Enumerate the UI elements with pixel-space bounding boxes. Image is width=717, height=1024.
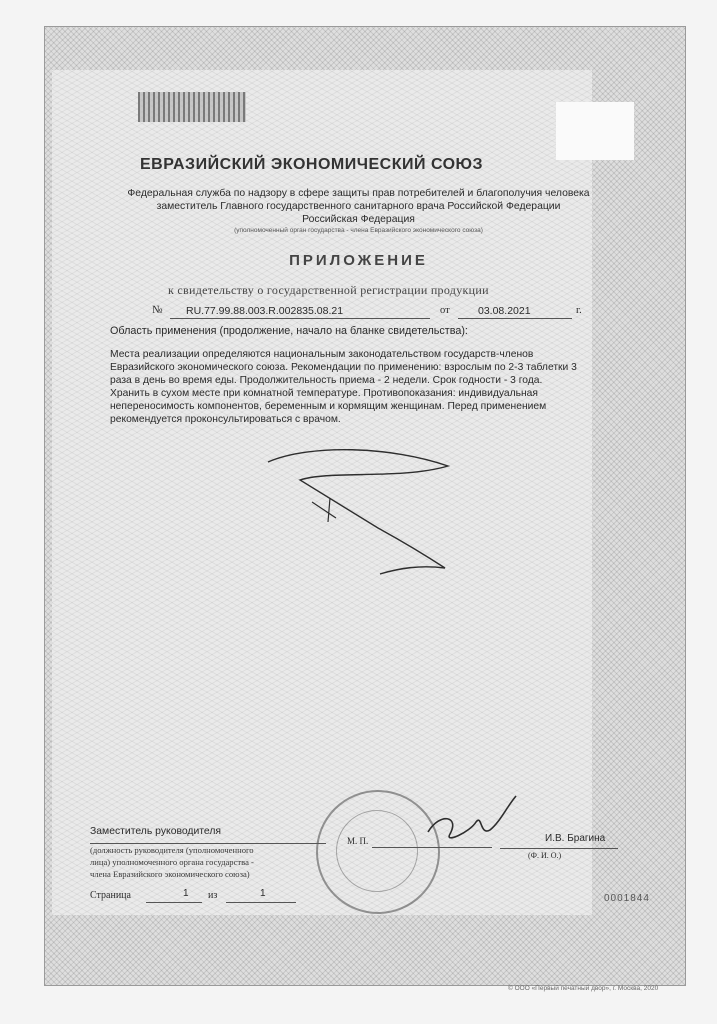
signatory-title: Заместитель руководителя xyxy=(90,826,222,837)
printer-note: © ООО «Первый печатный двор», г. Москва, 2020 xyxy=(508,985,659,992)
number-label: № xyxy=(152,304,163,316)
appendix-subtitle: к свидетельству о государственной регистрации продукции xyxy=(168,283,489,297)
date-suffix: г. xyxy=(576,305,582,316)
name-underline xyxy=(500,848,618,849)
of-label: из xyxy=(208,890,218,901)
handwritten-signature xyxy=(420,792,520,852)
page-underline xyxy=(146,902,202,903)
signatory-underline xyxy=(90,843,326,844)
page-number: 1 xyxy=(183,888,189,899)
agency-caption: (уполномоченный орган государства - члена Евразийского экономического союза) xyxy=(234,227,483,234)
position-caption-line: (должность руководителя (уполномоченного xyxy=(90,845,254,855)
position-caption-line: члена Евразийского экономического союза) xyxy=(90,869,250,879)
stamp-mark: М. П. xyxy=(347,836,369,846)
page-label: Страница xyxy=(90,890,131,901)
scope-title: Область применения (продолжение, начало на бланке свидетельства): xyxy=(110,325,468,337)
certificate-number: RU.77.99.88.003.R.002835.08.21 xyxy=(186,305,344,317)
appendix-title: ПРИЛОЖЕНИЕ xyxy=(289,252,428,269)
fio-caption: (Ф. И. О.) xyxy=(528,851,562,860)
serial-number: 0001844 xyxy=(604,893,650,904)
date-underline xyxy=(458,318,572,319)
agency-name: Федеральная служба по надзору в сфере защиты прав потребителей и благополучия человека xyxy=(127,188,590,199)
union-title: ЕВРАЗИЙСКИЙ ЭКОНОМИЧЕСКИЙ СОЮЗ xyxy=(140,156,484,173)
cancel-mark-scribble xyxy=(250,440,470,590)
blank-area xyxy=(556,102,634,160)
ornament-band xyxy=(138,92,246,122)
page-total: 1 xyxy=(260,888,266,899)
signatory-name: И.В. Брагина xyxy=(545,833,606,844)
agency-country: Российская Федерация xyxy=(302,214,415,225)
scope-line: рекомендуется проконсультироваться с врачом. xyxy=(110,414,341,425)
scope-line: Хранить в сухом месте при комнатной температуре. Противопоказания: индивидуальная xyxy=(110,388,538,399)
number-underline xyxy=(170,318,430,319)
position-caption-line: лица) уполномоченного органа государства - xyxy=(90,857,254,867)
scope-line: раза в день во время еды. Продолжительность приема - 2 недели. Срок годности - 3 года. xyxy=(110,375,543,386)
scope-line: Евразийского экономического союза. Рекомендации по применению: взрослым по 2-3 таблетки 3 xyxy=(110,362,577,373)
scope-line: непереносимость компонентов, беременным и кормящим женщинам. Перед применением xyxy=(110,401,547,412)
certificate-date: 03.08.2021 xyxy=(478,305,531,317)
date-from-label: от xyxy=(440,305,450,316)
total-underline xyxy=(226,902,296,903)
agency-position: заместитель Главного государственного санитарного врача Российской Федерации xyxy=(156,201,561,212)
scope-line: Места реализации определяются национальным законодательством государств-членов xyxy=(110,349,534,360)
